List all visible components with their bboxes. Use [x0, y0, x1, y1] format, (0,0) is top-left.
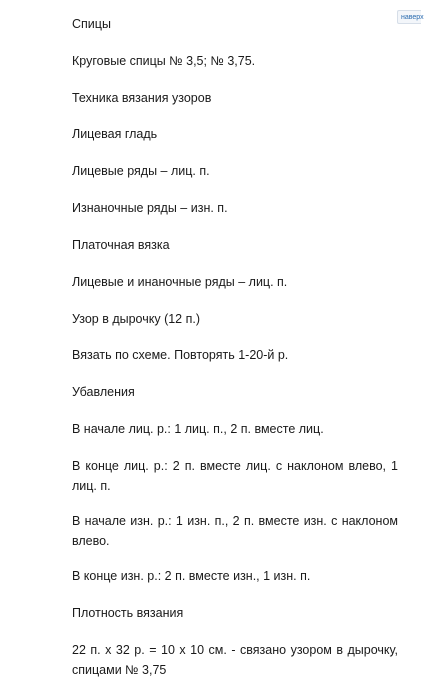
paragraph-decrease-rs-end: В конце лиц. р.: 2 п. вместе лиц. с наклоном влево, 1 лиц. п. — [72, 459, 398, 493]
paragraph-garter-rows: Лицевые и инаночные ряды – лиц. п. — [72, 275, 288, 289]
paragraph-lace-instructions: Вязать по схеме. Повторять 1-20-й р. — [72, 348, 289, 362]
paragraph-decrease-rs-start: В начале лиц. р.: 1 лиц. п., 2 п. вместе лиц. — [72, 422, 324, 436]
paragraph-stockinette-heading: Лицевая гладь — [72, 127, 158, 141]
paragraph-decrease-ws-start: В начале изн. р.: 1 изн. п., 2 п. вместе изн. с наклоном влево. — [72, 514, 398, 548]
paragraph-garter-heading: Платочная вязка — [72, 238, 170, 252]
paragraph-decreases-heading: Убавления — [72, 385, 135, 399]
paragraph-needles-heading: Спицы — [72, 17, 111, 31]
paragraph-gauge-value: 22 п. х 32 р. = 10 х 10 см. - связано узором в дырочку, спицами № 3,75 — [72, 643, 398, 677]
paragraph-technique-heading: Техника вязания узоров — [72, 91, 212, 105]
paragraph-stockinette-ws: Изнаночные ряды – изн. п. — [72, 201, 228, 215]
paragraph-decrease-ws-end: В конце изн. р.: 2 п. вместе изн., 1 изн. п. — [72, 569, 311, 583]
paragraph-gauge-heading: Плотность вязания — [72, 606, 184, 620]
scroll-to-top-link[interactable]: наверх — [397, 10, 421, 24]
paragraph-needles-sizes: Круговые спицы № 3,5; № 3,75. — [72, 54, 256, 68]
paragraph-lace-heading: Узор в дырочку (12 п.) — [72, 312, 201, 326]
paragraph-stockinette-rs: Лицевые ряды – лиц. п. — [72, 164, 210, 178]
